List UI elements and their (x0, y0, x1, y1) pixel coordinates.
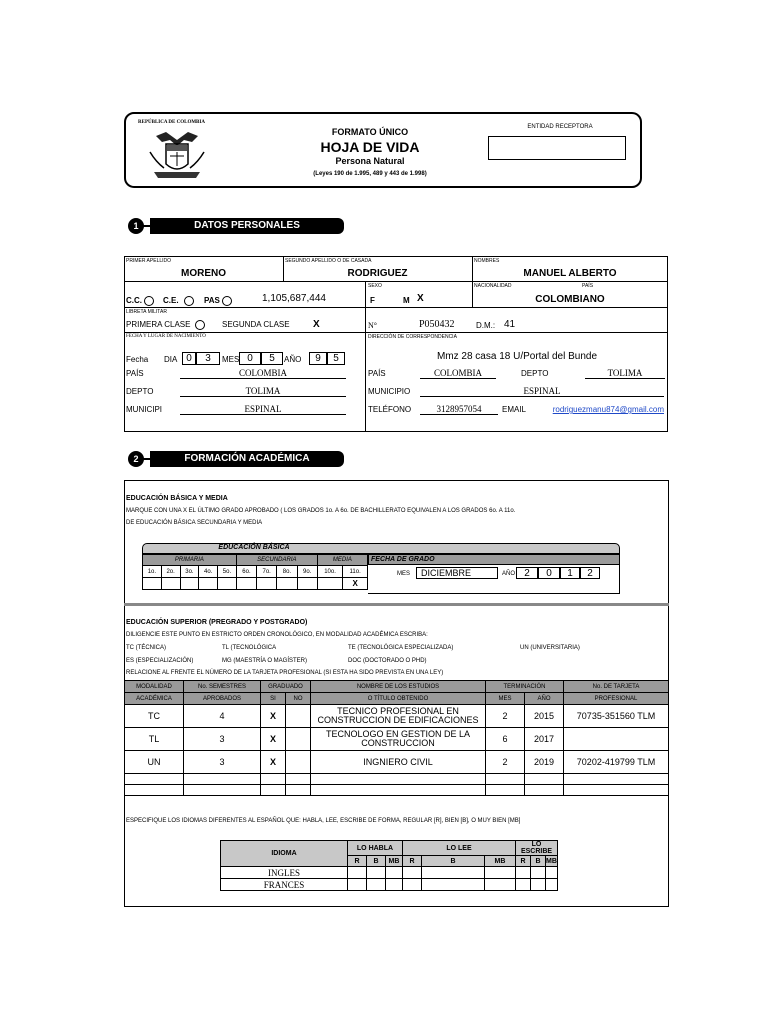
empty-cell[interactable] (261, 785, 286, 796)
grado-mark-cell[interactable] (180, 578, 199, 590)
semestres-cell[interactable]: 3 (184, 751, 261, 774)
grado-mark-cell[interactable] (236, 578, 256, 590)
media-header: MEDIA (317, 555, 367, 566)
empty-cell[interactable] (386, 879, 403, 891)
segunda-clase-label: SEGUNDA CLASE (222, 320, 290, 329)
table-row (125, 774, 669, 785)
tarjeta-cell[interactable] (564, 728, 669, 751)
sexo-mark[interactable]: X (417, 293, 424, 304)
modalidad-tl: TL (TECNOLÓGICA (222, 645, 277, 651)
anio-cell[interactable]: 2019 (525, 751, 564, 774)
graduado-si-cell[interactable]: X (261, 705, 286, 728)
pas-radio[interactable] (222, 296, 232, 306)
modalidad-te: TE (TECNOLÓGICA ESPECIALIZADA) (348, 645, 454, 651)
leyes-label: (Leyes 190 de 1.995, 489 y 443 de 1.998) (313, 171, 427, 177)
empty-cell[interactable] (531, 867, 546, 879)
documento-field[interactable]: 1,105,687,444 (262, 293, 326, 304)
grado-cell: 5o. (218, 566, 237, 578)
empty-cell[interactable] (422, 867, 485, 879)
ce-radio[interactable] (184, 296, 194, 306)
divider (124, 603, 669, 606)
tarjeta-cell[interactable]: 70735-351560 TLM (564, 705, 669, 728)
empty-cell[interactable] (486, 774, 525, 785)
empty-cell[interactable] (525, 785, 564, 796)
secundaria-header: SECUNDARIA (236, 555, 317, 566)
anio-grado-label: AÑO (502, 571, 516, 577)
modalidad-es: ES (ESPECIALIZACIÓN) (126, 658, 194, 664)
empty-cell[interactable] (531, 879, 546, 891)
anio-grado-digit[interactable]: 1 (560, 567, 580, 579)
nombre-estudios-cell[interactable]: INGNIERO CIVIL (311, 751, 486, 774)
nombre-estudios-cell[interactable]: TECNICO PROFESIONAL EN CONSTRUCCION DE EDIFICACIONES (311, 705, 486, 728)
telefono-field[interactable]: 3128957054 (420, 404, 498, 415)
empty-cell[interactable] (348, 879, 367, 891)
cc-radio[interactable] (144, 296, 154, 306)
anio-digit[interactable]: 9 (309, 352, 327, 365)
empty-cell[interactable] (546, 879, 558, 891)
nombres-field[interactable]: MANUEL ALBERTO (523, 268, 617, 279)
section1-title: DATOS PERSONALES (150, 218, 344, 234)
entidad-receptora-field[interactable] (488, 136, 626, 160)
modalidad-doc: DOC (DOCTORADO O PHD) (348, 658, 427, 664)
modalidad-cell[interactable]: TC (125, 705, 184, 728)
cc-label: C.C. (126, 296, 142, 305)
mes-grado-field[interactable]: DICIEMBRE (416, 567, 498, 579)
pais-nacionalidad-label: PAÍS (582, 283, 594, 289)
mes-cell[interactable]: 2 (486, 751, 525, 774)
idiomas-instructions: ESPECIFIQUE LOS IDIOMAS DIFERENTES AL ESPAÑOL QUE: HABLA, LEE, ESCRIBE DE FORMA, REGULAR [R], BIEN [B], O MUY BIEN [MB] (126, 818, 521, 824)
dia-digit[interactable]: 0 (182, 352, 196, 365)
grado-cell: 9o. (297, 566, 317, 578)
depto-nac-field[interactable]: TOLIMA (180, 386, 346, 397)
empty-cell[interactable] (516, 879, 531, 891)
email-label: EMAIL (502, 405, 527, 414)
empty-cell[interactable] (261, 774, 286, 785)
col-aprobados: APROBADOS (184, 693, 261, 705)
col-lo-lee: LO LEE (403, 841, 516, 856)
mes-cell[interactable]: 2 (486, 705, 525, 728)
direccion-field[interactable]: Mmz 28 casa 18 U/Portal del Bunde (436, 351, 598, 362)
depto-nac-label: DEPTO (126, 387, 154, 396)
nacionalidad-field[interactable]: COLOMBIANO (535, 294, 605, 305)
nombre-estudios-cell[interactable]: TECNOLOGO EN GESTION DE LA CONSTRUCCION (311, 728, 486, 751)
anio-cell[interactable]: 2015 (525, 705, 564, 728)
grado-cell: 6o. (236, 566, 256, 578)
idioma-cell[interactable]: INGLES (221, 867, 348, 879)
grado-cell: 11o. (343, 566, 368, 578)
page-title: HOJA DE VIDA (320, 139, 420, 155)
empty-cell[interactable] (485, 867, 516, 879)
basica-table-title: EDUCACIÓN BÁSICA (218, 544, 290, 551)
nacimiento-label: FECHA Y LUGAR DE NACIMIENTO (126, 334, 206, 339)
grado-cell: 4o. (199, 566, 218, 578)
sexo-f-label: F (370, 296, 375, 305)
anio-grado-digit[interactable]: 0 (538, 567, 560, 579)
col-si: SI (261, 693, 286, 705)
pas-label: PAS (204, 296, 220, 305)
superior-instructions: DILIGENCIE ESTE PUNTO EN ESTRICTO ORDEN CRONOLÓGICO, EN MODALIDAD ACADÉMICA ESCRIBA: (126, 632, 428, 638)
col-titulo: O TÍTULO OBTENIDO (311, 693, 486, 705)
modalidad-tc: TC (TÉCNICA) (126, 645, 166, 651)
segundo-apellido-label: SEGUNDO APELLIDO O DE CASADA (285, 258, 372, 264)
ce-label: C.E. (163, 296, 179, 305)
divider (124, 307, 668, 308)
grado-mark-cell[interactable] (218, 578, 237, 590)
semestres-cell[interactable]: 3 (184, 728, 261, 751)
entidad-receptora-label: ENTIDAD RECEPTORA (527, 124, 593, 130)
municipio-corr-field[interactable]: ESPINAL (420, 386, 664, 397)
grado-mark-cell[interactable] (143, 578, 162, 590)
col-r: R (516, 856, 531, 867)
grado-mark-cell[interactable] (317, 578, 342, 590)
mes-digit[interactable]: 0 (239, 352, 261, 365)
grado-cell: 8o. (277, 566, 297, 578)
mes-digit[interactable]: 5 (261, 352, 283, 365)
col-semestres: No. SEMESTRES (184, 681, 261, 693)
table-row (125, 785, 669, 796)
col-terminacion: TERMINACIÓN (486, 681, 564, 693)
divider (124, 332, 668, 333)
col-lo-escribe: LO ESCRIBE (516, 841, 558, 856)
empty-cell[interactable] (564, 785, 669, 796)
pais-nac-label: PAÍS (126, 369, 144, 378)
graduado-no-cell[interactable] (286, 705, 311, 728)
anio-digit[interactable]: 5 (327, 352, 345, 365)
grado-cell: 2o. (161, 566, 180, 578)
persona-natural-label: Persona Natural (335, 156, 405, 166)
col-r: R (348, 856, 367, 867)
empty-cell[interactable] (367, 879, 386, 891)
idiomas-table (220, 840, 558, 891)
col-idioma: IDIOMA (221, 841, 348, 867)
grado-mark-cell[interactable]: X (343, 578, 368, 590)
primera-clase-radio[interactable] (195, 320, 205, 330)
table-row (125, 728, 669, 751)
nombres-label: NOMBRES (474, 258, 500, 264)
pais-corr-label: PAÍS (368, 369, 386, 378)
anio-grado-digit[interactable]: 2 (580, 567, 600, 579)
col-modalidad: MODALIDAD (125, 681, 184, 693)
tarjeta-cell[interactable]: 70202-419799 TLM (564, 751, 669, 774)
libreta-militar-label: LIBRETA MILITAR (126, 309, 167, 315)
grado-mark-cell[interactable] (199, 578, 218, 590)
modalidad-cell[interactable]: UN (125, 751, 184, 774)
divider (619, 565, 620, 593)
col-profesional: PROFESIONAL (564, 693, 669, 705)
depto-corr-label: DEPTO (521, 369, 549, 378)
divider (124, 281, 668, 282)
primer-apellido-label: PRIMER APELLIDO (126, 258, 172, 264)
numero-libreta-label: N° (368, 321, 377, 330)
tarjeta-instructions: RELACIONE AL FRENTE EL NÚMERO DE LA TARJETA PROFESIONAL (SI ESTA HA SIDO PREVISTA EN UNA LEY) (126, 670, 444, 676)
modalidad-un: UN (UNIVERSITARIA) (520, 645, 580, 651)
empty-cell[interactable] (125, 785, 184, 796)
anio-cell[interactable]: 2017 (525, 728, 564, 751)
primer-apellido-field[interactable]: MORENO (181, 268, 226, 279)
empty-cell[interactable] (386, 867, 403, 879)
nacionalidad-label: NACIONALIDAD (474, 283, 512, 289)
graduado-no-cell[interactable] (286, 751, 311, 774)
empty-cell[interactable] (422, 879, 485, 891)
empty-cell[interactable] (311, 774, 486, 785)
empty-cell[interactable] (125, 774, 184, 785)
col-anio: AÑO (525, 693, 564, 705)
dm-field[interactable]: 41 (504, 319, 516, 330)
grado-mark-cell[interactable] (297, 578, 317, 590)
col-b: B (367, 856, 386, 867)
empty-cell[interactable] (184, 774, 261, 785)
municipio-nac-label: MUNICIPI (126, 405, 162, 414)
primaria-header: PRIMARIA (143, 555, 237, 566)
col-academica: ACADÉMICA (125, 693, 184, 705)
fecha-grado-label: FECHA DE GRADO (371, 556, 435, 563)
basica-instructions-2: DE EDUCACIÓN BÁSICA SECUNDARIA Y MEDIA (126, 520, 263, 526)
table-row (125, 705, 669, 728)
sexo-label: SEXO (368, 283, 382, 289)
municipio-nac-field[interactable]: ESPINAL (180, 404, 346, 415)
col-mb: MB (386, 856, 403, 867)
segundo-apellido-field[interactable]: RODRIGUEZ (347, 268, 408, 279)
empty-cell[interactable] (486, 785, 525, 796)
depto-corr-field[interactable]: TOLIMA (585, 368, 665, 379)
table-row (125, 751, 669, 774)
anio-label: AÑO (284, 355, 302, 364)
section2-number: 2 (128, 451, 144, 467)
empty-cell[interactable] (286, 774, 311, 785)
dia-digit[interactable]: 3 (196, 352, 220, 365)
empty-cell[interactable] (564, 774, 669, 785)
mes-grado-label: MES (397, 571, 411, 577)
col-mes: MES (486, 693, 525, 705)
grado-mark-cell[interactable] (277, 578, 297, 590)
graduado-no-cell[interactable] (286, 728, 311, 751)
basica-instructions: MARQUE CON UNA X EL ÚLTIMO GRADO APROBADO ( LOS GRADOS 1o. A 6o. DE BACHILLERATO EQUIVALEN A LOS GRADOS 6o. A 11o. (126, 508, 516, 514)
modalidad-mg: MG (MAESTRÍA O MAGÍSTER) (222, 658, 308, 664)
pais-nac-field[interactable]: COLOMBIA (180, 368, 346, 379)
grado-mark-cell[interactable] (161, 578, 180, 590)
empty-cell[interactable] (184, 785, 261, 796)
dia-label: DIA (164, 355, 178, 364)
section1-number: 1 (128, 218, 144, 234)
empty-cell[interactable] (311, 785, 486, 796)
empty-cell[interactable] (525, 774, 564, 785)
col-lo-habla: LO HABLA (348, 841, 403, 856)
dm-label: D.M.: (476, 321, 496, 330)
basica-title: EDUCACIÓN BÁSICA Y MEDIA (126, 495, 228, 502)
empty-cell[interactable] (546, 867, 558, 879)
divider (283, 256, 284, 281)
republica-label: REPÚBLICA DE COLOMBIA (138, 120, 205, 125)
grado-cell: 1o. (143, 566, 162, 578)
divider (472, 256, 473, 307)
email-link[interactable]: rodriguezmanu874@gmail.com (552, 405, 664, 414)
primera-clase-label: PRIMERA CLASE (126, 320, 191, 329)
telefono-label: TELÉFONO (368, 405, 412, 414)
mes-label: MES (222, 355, 240, 364)
empty-cell[interactable] (485, 879, 516, 891)
col-r: R (403, 856, 422, 867)
anio-grado-digit[interactable]: 2 (516, 567, 538, 579)
empty-cell[interactable] (348, 867, 367, 879)
segunda-clase-mark[interactable]: X (313, 319, 320, 330)
col-tarjeta: No. DE TARJETA (564, 681, 669, 693)
grado-cell: 7o. (257, 566, 277, 578)
empty-cell[interactable] (516, 867, 531, 879)
table-row (221, 867, 558, 879)
col-b: B (422, 856, 485, 867)
divider (365, 281, 366, 432)
grado-mark-cell[interactable] (257, 578, 277, 590)
superior-table (124, 680, 669, 796)
grado-cell: 10o. (317, 566, 342, 578)
col-mb: MB (485, 856, 516, 867)
idioma-cell[interactable]: FRANCES (221, 879, 348, 891)
empty-cell[interactable] (403, 867, 422, 879)
grado-cell: 3o. (180, 566, 199, 578)
col-graduado: GRADUADO (261, 681, 311, 693)
graduado-si-cell[interactable]: X (261, 751, 286, 774)
municipio-corr-label: MUNICIPIO (368, 387, 411, 396)
divider (368, 593, 620, 594)
empty-cell[interactable] (367, 867, 386, 879)
pais-corr-field[interactable]: COLOMBIA (420, 368, 496, 379)
col-nombre: NOMBRE DE LOS ESTUDIOS (311, 681, 486, 693)
empty-cell[interactable] (286, 785, 311, 796)
col-b: B (531, 856, 546, 867)
col-mb: MB (546, 857, 557, 865)
empty-cell[interactable] (403, 879, 422, 891)
fecha-label: Fecha (126, 355, 149, 364)
graduado-si-cell[interactable]: X (261, 728, 286, 751)
basica-grades-table (142, 554, 368, 590)
col-no: NO (286, 693, 311, 705)
table-row (221, 879, 558, 891)
semestres-cell[interactable]: 4 (184, 705, 261, 728)
coat-of-arms-icon (146, 128, 208, 182)
sexo-m-label: M (403, 296, 410, 305)
direccion-label: DIRECCIÓN DE CORRESPONDENCIA (368, 334, 457, 340)
superior-title: EDUCACIÓN SUPERIOR (PREGRADO Y POSTGRADO) (126, 619, 308, 626)
mes-cell[interactable]: 6 (486, 728, 525, 751)
formato-unico-label: FORMATO ÚNICO (331, 127, 409, 137)
modalidad-cell[interactable]: TL (125, 728, 184, 751)
section2-title: FORMACIÓN ACADÉMICA (150, 451, 344, 467)
numero-libreta-field[interactable]: P050432 (419, 319, 455, 330)
